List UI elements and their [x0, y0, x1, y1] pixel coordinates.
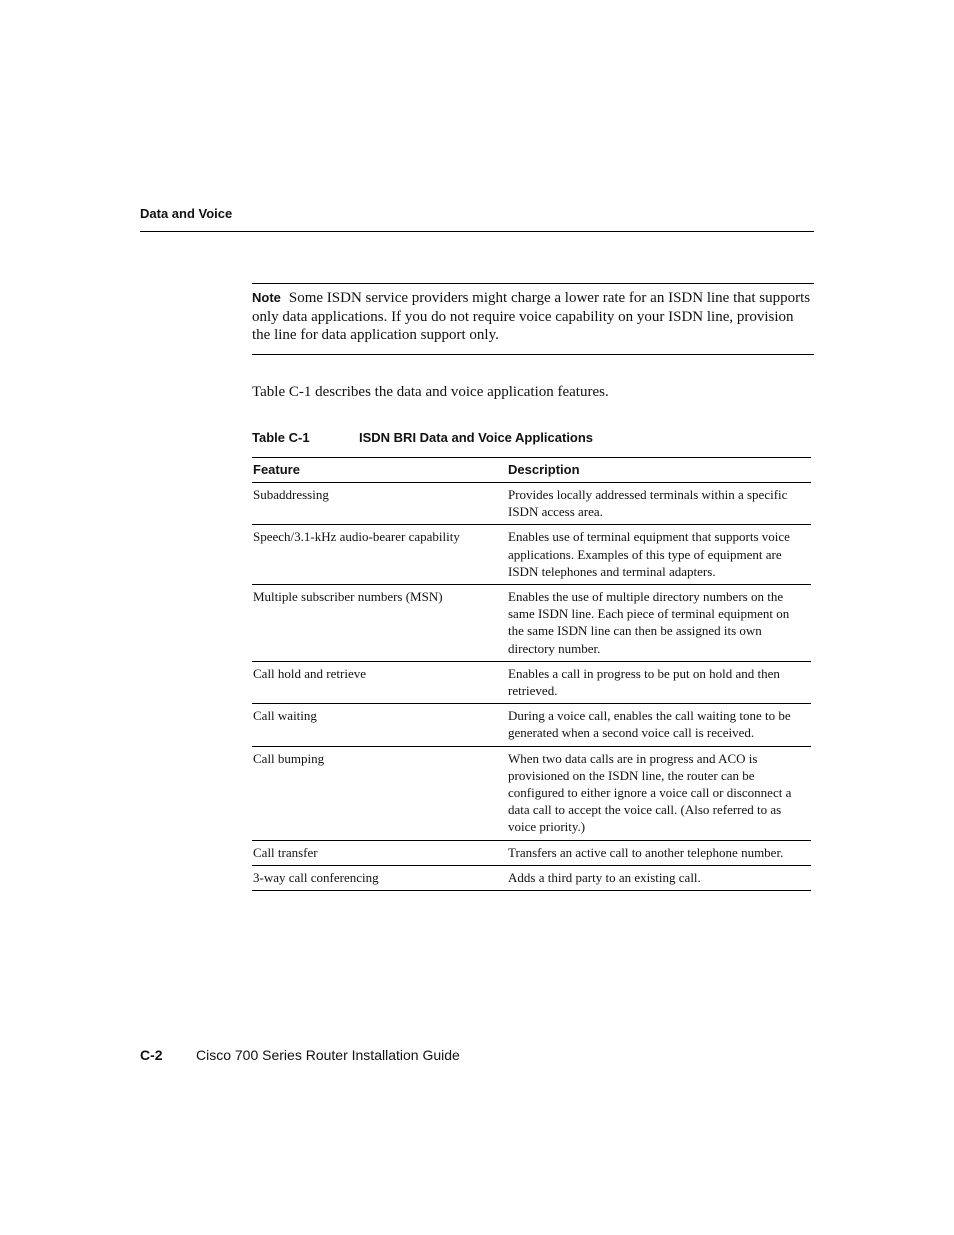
feature-cell: Call hold and retrieve	[252, 661, 507, 703]
description-cell: When two data calls are in progress and ACO is provisioned on the ISDN line, the router can be configured to either ignore a voice call or disconnect a data call to accept the voice call. (Also referred to as voice priority.)	[507, 746, 811, 840]
note-text	[252, 289, 814, 345]
table-row	[252, 661, 811, 703]
features-table	[252, 457, 811, 891]
description-cell: Enables use of terminal equipment that supports voice applications. Examples of this type of equipment are ISDN telephones and terminal adapters.	[507, 525, 811, 585]
table-number: Table C-1	[252, 430, 310, 445]
description-cell: Enables a call in progress to be put on hold and then retrieved.	[507, 661, 811, 703]
note-block	[252, 283, 814, 355]
book-title: Cisco 700 Series Router Installation Guide	[196, 1047, 460, 1063]
table-header-row	[252, 458, 811, 483]
intro-paragraph: Table C-1 describes the data and voice application features.	[252, 384, 609, 400]
table-title: ISDN BRI Data and Voice Applications	[359, 430, 594, 445]
note-body: Some ISDN service providers might charge a lower rate for an ISDN line that supports only data applications. If you do not require voice capability on your ISDN line, provision the line for data application support only.	[252, 290, 811, 343]
feature-cell: Subaddressing	[252, 483, 507, 525]
description-cell: During a voice call, enables the call waiting tone to be generated when a second voice call is received.	[507, 704, 811, 746]
page-footer	[140, 1047, 460, 1063]
table-row	[252, 746, 811, 840]
feature-cell: Multiple subscriber numbers (MSN)	[252, 585, 507, 662]
feature-cell: Call bumping	[252, 746, 507, 840]
table-row	[252, 840, 811, 865]
table-row	[252, 865, 811, 890]
feature-cell: Call transfer	[252, 840, 507, 865]
running-header: Data and Voice	[140, 206, 233, 221]
description-cell: Provides locally addressed terminals within a specific ISDN access area.	[507, 483, 811, 525]
table-row	[252, 704, 811, 746]
feature-cell: Call waiting	[252, 704, 507, 746]
note-label: Note	[252, 290, 281, 305]
column-header-feature: Feature	[252, 458, 507, 483]
table-row	[252, 483, 811, 525]
table-caption	[252, 430, 593, 445]
feature-cell: Speech/3.1-kHz audio-bearer capability	[252, 525, 507, 585]
description-cell: Enables the use of multiple directory numbers on the same ISDN line. Each piece of terminal equipment on the same ISDN line can then be assigned its own directory number.	[507, 585, 811, 662]
description-cell: Transfers an active call to another telephone number.	[507, 840, 811, 865]
header-rule	[140, 231, 814, 232]
table-row	[252, 525, 811, 585]
description-cell: Adds a third party to an existing call.	[507, 865, 811, 890]
table-row	[252, 585, 811, 662]
column-header-description: Description	[507, 458, 811, 483]
feature-cell: 3-way call conferencing	[252, 865, 507, 890]
page-number: C-2	[140, 1047, 163, 1063]
